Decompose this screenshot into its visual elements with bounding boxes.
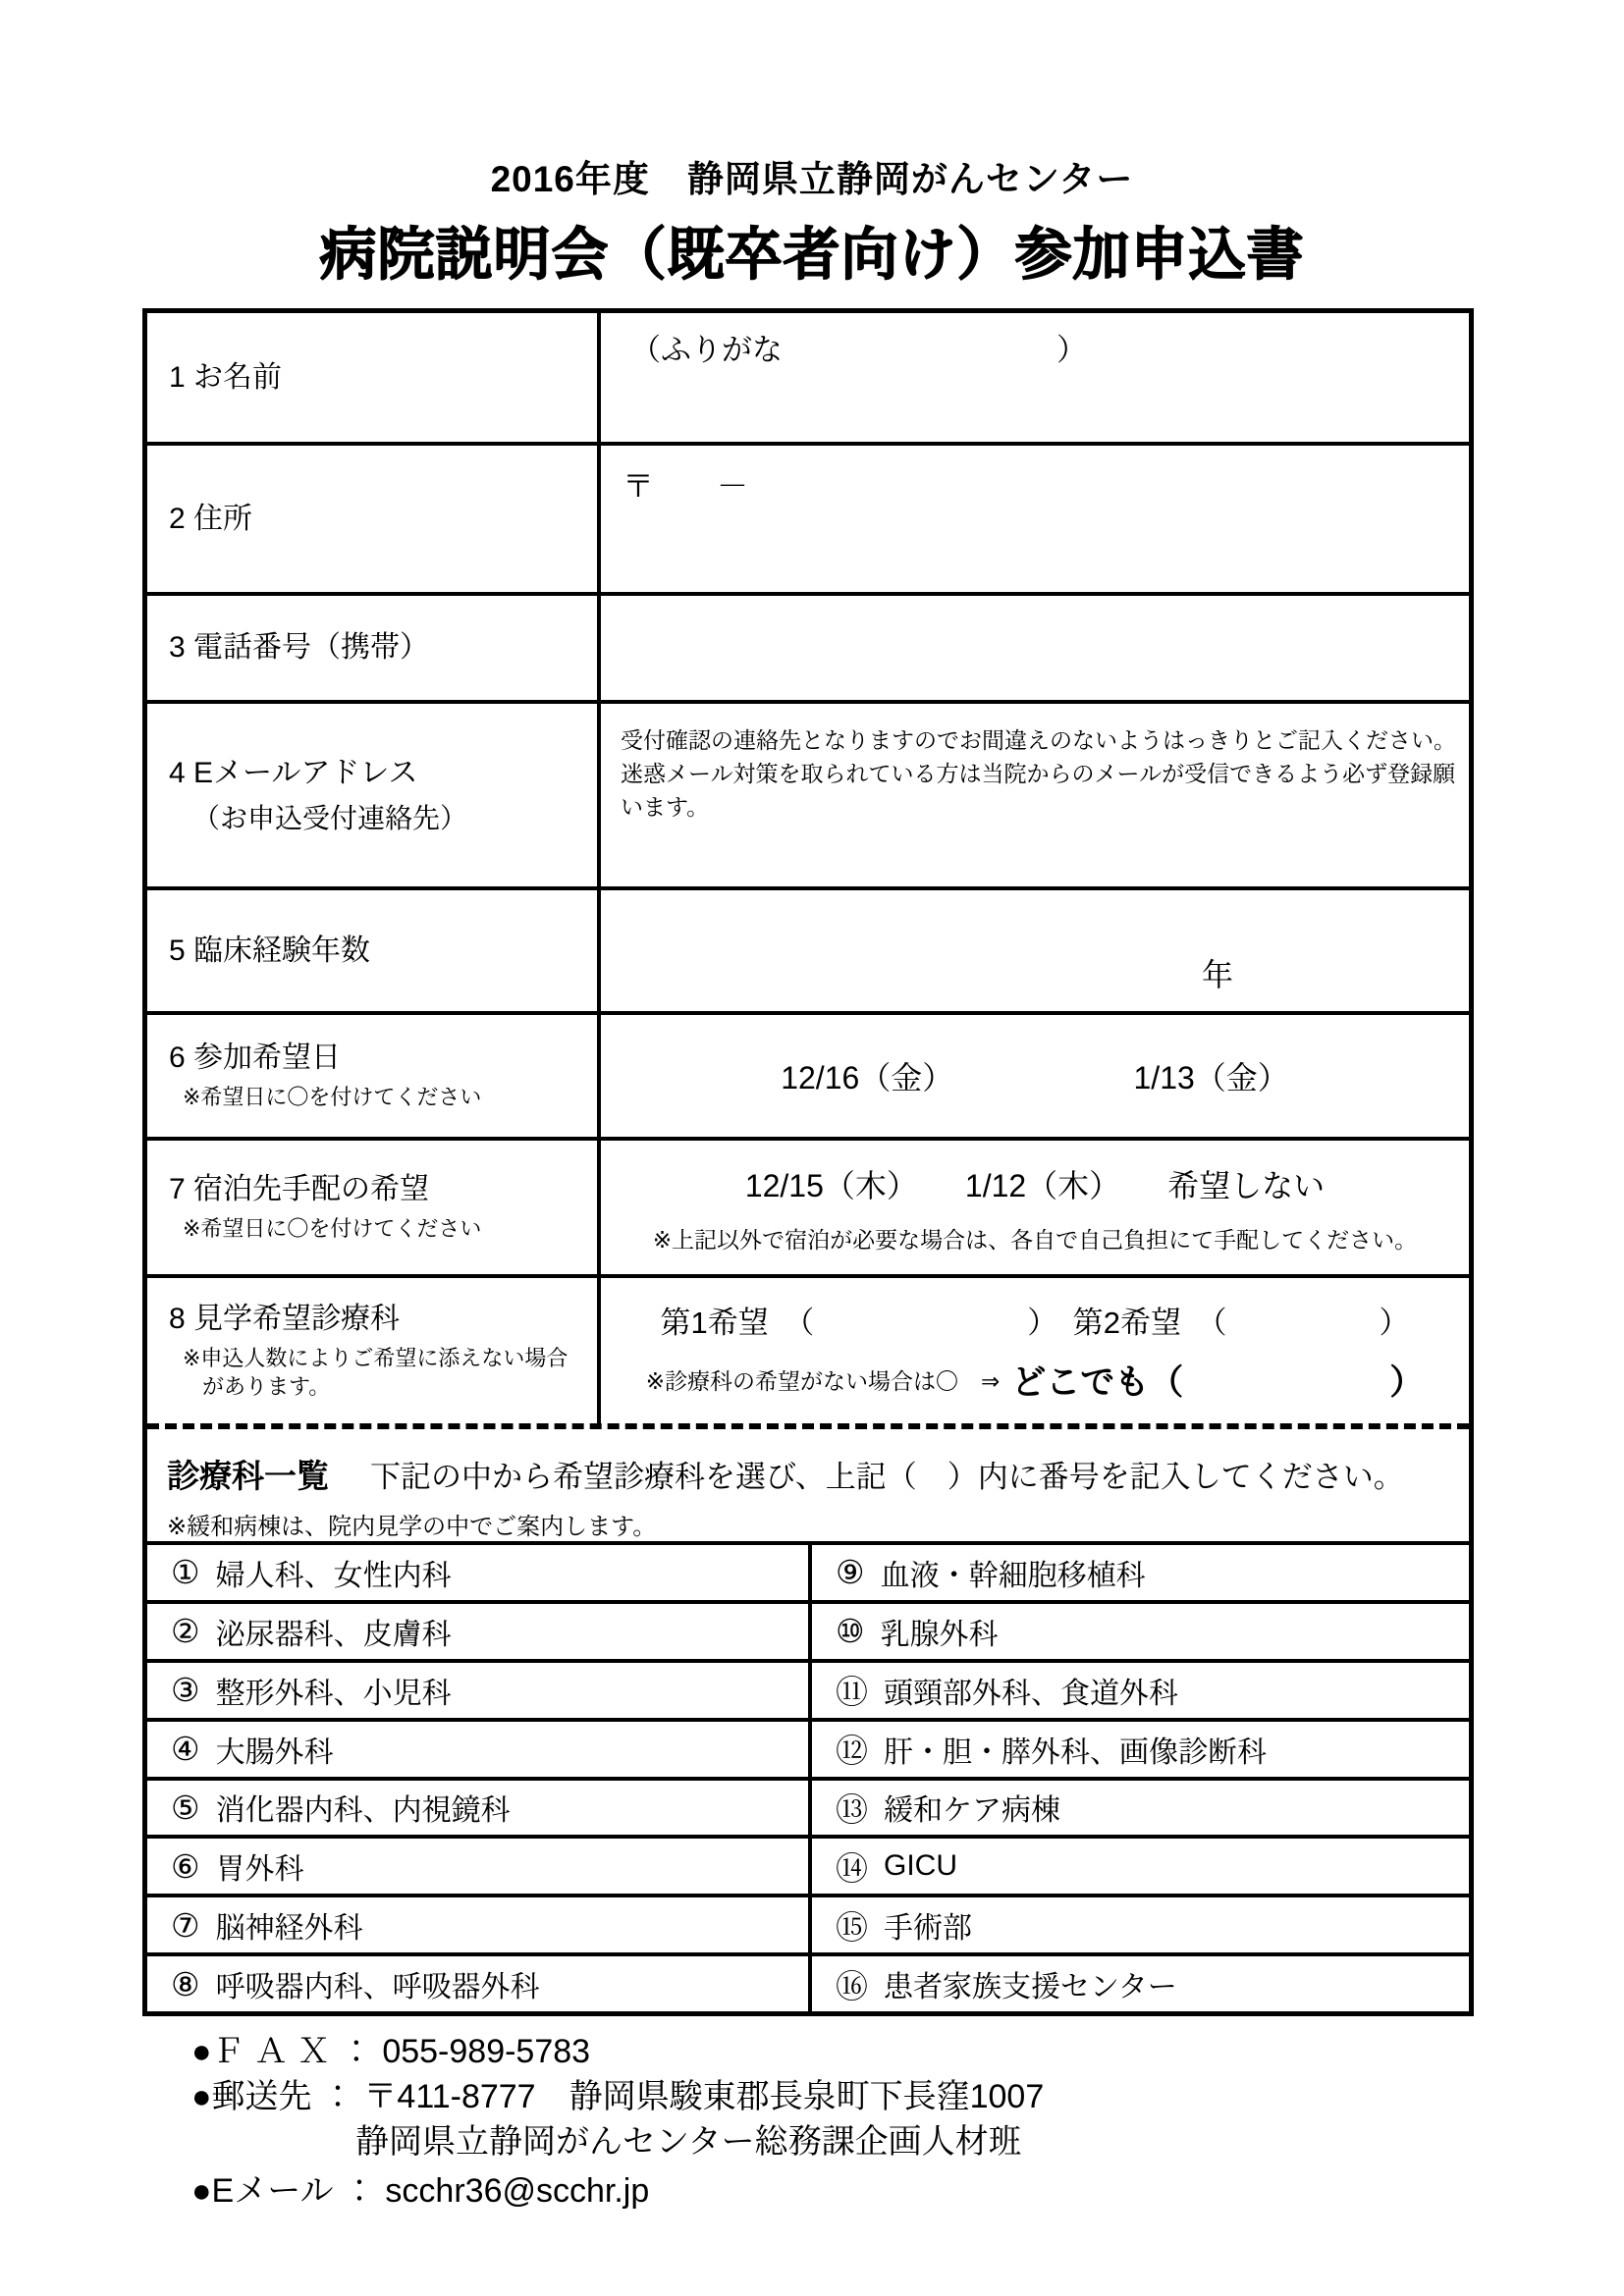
circled-number-7: ⑦ <box>171 1906 200 1944</box>
department-cell-4 <box>147 1722 812 1777</box>
department-row-1 <box>147 1541 1469 1600</box>
department-row-2 <box>147 1600 1469 1659</box>
circled-number-3: ③ <box>171 1672 200 1709</box>
circled-number-1: ① <box>171 1554 200 1591</box>
form-row-email <box>147 700 1469 886</box>
email-sublabel: （お申込受付連絡先） <box>192 803 468 834</box>
name-label-cell <box>147 313 601 442</box>
department-choice-note-line1: ※申込人数によりご希望に添えない場合 <box>183 1346 568 1371</box>
phone-label: 3 電話番号（携帯） <box>169 631 430 665</box>
department-cell-12 <box>812 1722 1469 1777</box>
department-cell-10 <box>812 1604 1469 1659</box>
participation-label-cell <box>147 1015 601 1137</box>
department-choice-input-cell <box>601 1278 1469 1423</box>
circled-number-9: ⑨ <box>836 1554 865 1591</box>
department-list-header <box>147 1423 1469 1541</box>
form-row-phone <box>147 592 1469 700</box>
mailing-address-line: ●郵送先 ： 〒411-8777 静岡県駿東郡長泉町下長窪1007 <box>191 2078 1045 2115</box>
lodging-self-arrange-note: ※上記以外で宿泊が必要な場合は、各自で自己負担にて手配してください。 <box>652 1226 1418 1253</box>
phone-input-cell <box>601 596 1469 700</box>
department-table <box>147 1541 1469 2011</box>
department-name-12: 肝・胆・膵外科、画像診断科 <box>884 1735 1267 1769</box>
department-name-13: 緩和ケア病棟 <box>884 1794 1060 1828</box>
name-input-cell <box>601 313 1469 442</box>
department-list-title: 診療科一覧 <box>167 1458 329 1494</box>
circled-number-2: ② <box>171 1613 200 1650</box>
department-name-10: 乳腺外科 <box>880 1618 999 1651</box>
department-cell-13 <box>812 1781 1469 1836</box>
participation-date-option-1: 12/16（金） <box>781 1060 954 1095</box>
participation-date-options <box>601 1015 1469 1137</box>
address-label-cell <box>147 446 601 592</box>
department-row-8 <box>147 1952 1469 2011</box>
participation-date-option-2: 1/13（金） <box>1133 1060 1289 1095</box>
circled-number-10: ⑩ <box>836 1613 865 1650</box>
circled-number-8: ⑧ <box>171 1965 200 2002</box>
email-contact-line: ●Eメール ： scchr36@scchr.jp <box>191 2172 650 2210</box>
department-name-3: 整形外科、小児科 <box>215 1677 452 1710</box>
department-choice-blanks: 第1希望 （ ） 第2希望 （ ） <box>660 1305 1410 1340</box>
department-list-note: ※緩和病棟は、院内見学の中でご案内します。 <box>167 1514 657 1540</box>
postal-mark: 〒 － <box>623 468 749 504</box>
department-row-5 <box>147 1777 1469 1836</box>
form-row-name <box>147 313 1469 442</box>
department-cell-9 <box>812 1545 1469 1600</box>
department-name-16: 患者家族支援センター <box>884 1971 1177 2004</box>
participation-label: 6 参加希望日 <box>169 1041 342 1074</box>
experience-label: 5 臨床経験年数 <box>169 934 371 967</box>
lodging-note: ※希望日に〇を付けてください <box>183 1216 482 1242</box>
department-row-3 <box>147 1659 1469 1718</box>
department-name-14: GICU <box>884 1849 957 1883</box>
circled-number-14: ⑭ <box>836 1849 868 1887</box>
participation-note: ※希望日に〇を付けてください <box>183 1085 482 1110</box>
experience-label-cell <box>147 890 601 1011</box>
form-row-address <box>147 442 1469 592</box>
circled-number-16: ⑯ <box>836 1967 868 2004</box>
department-name-2: 泌尿器科、皮膚科 <box>215 1618 452 1651</box>
address-input-cell <box>601 446 1469 592</box>
experience-input-cell <box>601 890 1469 1011</box>
department-fallback-note: ※診療科の希望がない場合は〇 ⇒ <box>645 1368 1001 1394</box>
email-instruction-line1: 受付確認の連絡先となりますのでお間違えのないようはっきりとご記入ください。 <box>621 727 1456 753</box>
furigana-hint: （ふりがな ） <box>630 333 1087 367</box>
lodging-date-options: 12/15（木） 1/12（木） 希望しない <box>744 1167 1326 1203</box>
participation-options-cell <box>601 1015 1469 1137</box>
department-cell-15 <box>812 1897 1469 1952</box>
department-cell-6 <box>147 1839 812 1894</box>
page-title: 病院説明会（既卒者向け）参加申込書 <box>319 223 1305 287</box>
name-label: 1 お名前 <box>169 360 283 394</box>
document-header <box>0 149 1624 291</box>
form-row-experience <box>147 886 1469 1011</box>
experience-unit: 年 <box>1202 957 1234 992</box>
department-name-8: 呼吸器内科、呼吸器外科 <box>215 1971 540 2004</box>
address-label: 2 住所 <box>169 502 253 535</box>
department-cell-7 <box>147 1897 812 1952</box>
department-list-instruction: 下記の中から希望診療科を選び、上記（ ）内に番号を記入してください。 <box>370 1460 1404 1494</box>
lodging-options-cell <box>601 1141 1469 1274</box>
department-name-9: 血液・幹細胞移植科 <box>880 1559 1146 1592</box>
department-cell-2 <box>147 1604 812 1659</box>
department-name-4: 大腸外科 <box>215 1735 334 1769</box>
fax-line: ●Ｆ Ａ Ｘ ： 055-989-5783 <box>191 2033 591 2070</box>
lodging-label-cell <box>147 1141 601 1274</box>
circled-number-11: ⑪ <box>836 1674 868 1711</box>
department-fallback-anywhere: どこでも（ ） <box>1011 1362 1425 1402</box>
circled-number-12: ⑫ <box>836 1733 868 1770</box>
department-choice-label: 8 見学希望診療科 <box>169 1302 401 1335</box>
form-row-participation-date <box>147 1011 1469 1137</box>
department-cell-1 <box>147 1545 812 1600</box>
department-cell-5 <box>147 1781 812 1836</box>
header-subtitle: 2016年度 静岡県立静岡がんセンター <box>490 159 1134 199</box>
email-label-cell <box>147 704 601 886</box>
department-cell-16 <box>812 1956 1469 2011</box>
department-fallback-line <box>646 1356 1425 1405</box>
department-choice-label-cell <box>147 1278 601 1423</box>
email-input-cell <box>601 704 1469 886</box>
department-choice-note-line2: があります。 <box>202 1373 331 1399</box>
department-name-1: 婦人科、女性内科 <box>215 1559 452 1592</box>
department-cell-14 <box>812 1839 1469 1894</box>
lodging-label: 7 宿泊先手配の希望 <box>169 1172 430 1205</box>
department-name-6: 胃外科 <box>215 1853 304 1887</box>
department-cell-3 <box>147 1663 812 1718</box>
contact-footer <box>191 2032 1044 2216</box>
department-row-7 <box>147 1894 1469 1952</box>
department-name-5: 消化器内科、内視鏡科 <box>215 1794 511 1828</box>
circled-number-5: ⑤ <box>171 1789 200 1826</box>
department-row-6 <box>147 1835 1469 1894</box>
application-form-table <box>142 308 1474 2016</box>
department-name-15: 手術部 <box>884 1912 972 1946</box>
department-row-4 <box>147 1718 1469 1777</box>
form-row-department-choice <box>147 1274 1469 1423</box>
department-cell-11 <box>812 1663 1469 1718</box>
email-label: 4 Eメールアドレス <box>169 756 418 789</box>
email-instructions <box>601 704 1469 824</box>
department-cell-8 <box>147 1956 812 2011</box>
form-row-lodging <box>147 1137 1469 1274</box>
phone-label-cell <box>147 596 601 700</box>
circled-number-13: ⑬ <box>836 1790 868 1828</box>
mailing-address-line2: 静岡県立静岡がんセンター総務課企画人材班 <box>355 2123 1022 2161</box>
department-name-7: 脳神経外科 <box>215 1912 363 1946</box>
circled-number-6: ⑥ <box>171 1847 200 1885</box>
email-instruction-line2: 迷惑メール対策を取られている方は当院からのメールが受信できるよう必ず登録願います。 <box>621 761 1456 820</box>
circled-number-15: ⑮ <box>836 1908 868 1946</box>
circled-number-4: ④ <box>171 1731 200 1768</box>
department-name-11: 頭頸部外科、食道外科 <box>884 1677 1178 1710</box>
